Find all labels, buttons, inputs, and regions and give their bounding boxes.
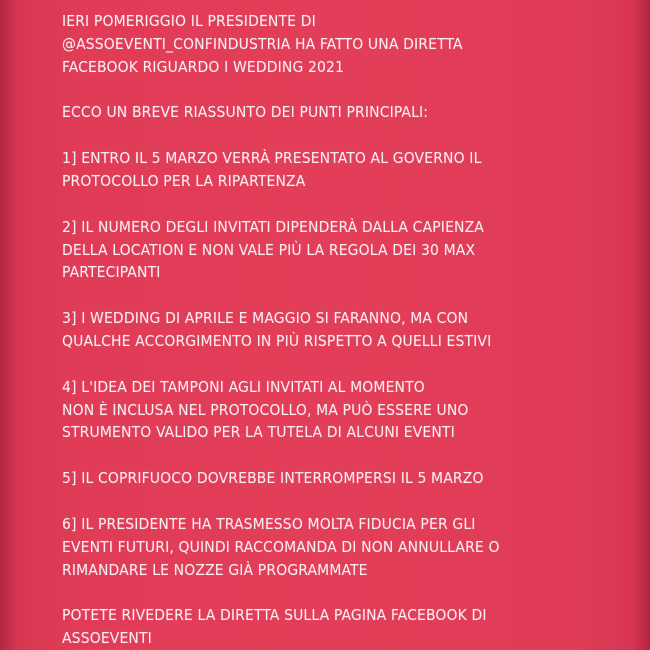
point-6: 6] IL PRESIDENTE HA TRASMESSO MOLTA FIDUCIA PER GLI EVENTI FUTURI, QUINDI RACCOMANDA DI NON ANNULLARE O RIMANDARE LE NOZZE GIÀ PROGRAMMATE (62, 514, 500, 579)
right-edge-shade (632, 0, 650, 650)
point-2: 2] IL NUMERO DEGLI INVITATI DIPENDERÀ DALLA CAPIENZA DELLA LOCATION E NON VALE PIÙ LA REGOLA DEI 30 MAX PARTECIPANTI (62, 217, 484, 282)
point-5: 5] IL COPRIFUOCO DOVREBBE INTERROMPERSI IL 5 MARZO (62, 469, 484, 488)
point-3: 3] I WEDDING DI APRILE E MAGGIO SI FARANNO, MA CON QUALCHE ACCORGIMENTO IN PIÙ RISPETTO A QUELLI ESTIVI (62, 309, 492, 350)
closing-paragraph: POTETE RIVEDERE LA DIRETTA SULLA PAGINA FACEBOOK DI ASSOEVENTI (62, 606, 487, 648)
point-1: 1] ENTRO IL 5 MARZO VERRÀ PRESENTATO AL GOVERNO IL PROTOCOLLO PER LA RIPARTENZA (62, 149, 482, 190)
left-edge-shade (0, 0, 18, 650)
story-text-block (62, 10, 622, 650)
intro-paragraph: IERI POMERIGGIO IL PRESIDENTE DI @ASSOEVENTI_CONFINDUSTRIA HA FATTO UNA DIRETTA FACEBOOK RIGUARDO I WEDDING 2021 (62, 12, 463, 76)
point-4: 4] L'IDEA DEI TAMPONI AGLI INVITATI AL MOMENTO NON È INCLUSA NEL PROTOCOLLO, MA PUÒ ESSERE UNO STRUMENTO VALIDO PER LA TUTELA DI ALCUNI EVENTI (62, 377, 469, 442)
summary-heading: ECCO UN BREVE RIASSUNTO DEI PUNTI PRINCIPALI: (62, 103, 429, 122)
